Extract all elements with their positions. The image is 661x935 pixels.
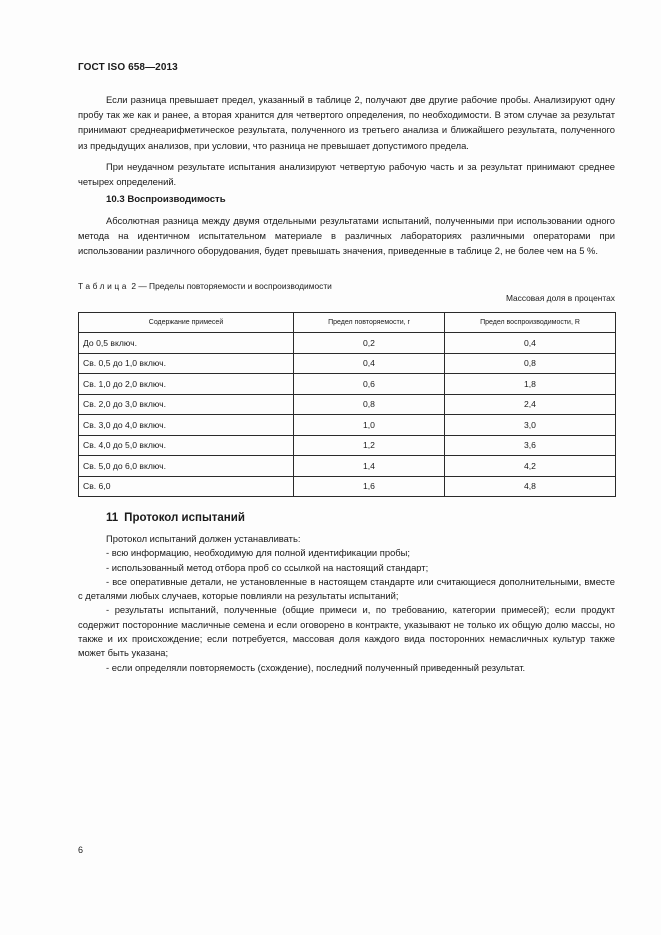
table-row <box>79 435 616 456</box>
cell-repeatability: 1,2 <box>294 435 445 456</box>
cell-reproducibility: 3,0 <box>445 415 616 436</box>
cell-impurity-range: Св. 4,0 до 5,0 включ. <box>79 435 294 456</box>
cell-reproducibility: 3,6 <box>445 435 616 456</box>
paragraph-text: Абсолютная разница между двумя отдельными результатами испытаний, полученными при использовании одного метода на идентичном испытательном материале в различных лабораториях различными операторами при использовании различного оборудования, будет превышать значения, приведенные в таблице 2, не более чем на 5 %. <box>78 215 615 257</box>
cell-repeatability: 1,6 <box>294 476 445 497</box>
document-header: ГОСТ ISO 658—2013 <box>78 62 178 73</box>
table-row <box>79 476 616 497</box>
cell-impurity-range: Св. 6,0 <box>79 476 294 497</box>
table-row <box>79 394 616 415</box>
table-caption-label: Таблица <box>78 281 130 291</box>
section-title-test-report <box>106 512 245 524</box>
page-number: 6 <box>78 845 84 855</box>
cell-repeatability: 0,8 <box>294 394 445 415</box>
column-header-reproducibility: Предел воспроизводимости, R <box>445 313 616 333</box>
cell-reproducibility: 4,2 <box>445 456 616 477</box>
cell-reproducibility: 1,8 <box>445 374 616 395</box>
cell-reproducibility: 0,4 <box>445 333 616 354</box>
cell-reproducibility: 4,8 <box>445 476 616 497</box>
list-item: - всю информацию, необходимую для полной идентификации пробы; <box>106 547 410 559</box>
table-row <box>79 353 616 374</box>
cell-repeatability: 0,6 <box>294 374 445 395</box>
cell-impurity-range: Св. 2,0 до 3,0 включ. <box>79 394 294 415</box>
cell-impurity-range: Св. 5,0 до 6,0 включ. <box>79 456 294 477</box>
cell-repeatability: 0,4 <box>294 353 445 374</box>
limits-table <box>78 312 616 497</box>
list-item: - если определяли повторяемость (схождение), последний полученный приведенный результат. <box>106 661 526 673</box>
list-item: - результаты испытаний, полученные (общие примеси и, по требованию, категории примесей); если продукт содержит посторонние масличные семена и если оговорено в контракте, указывают не только их общую долю массы, но также и их происхождение; если потребуется, массовая доля каждого вида посторонних немасличных культур также может быть указана; <box>78 604 615 659</box>
table-row <box>79 415 616 436</box>
table-caption-text: 2 — Пределы повторяемости и воспроизводимости <box>129 281 332 291</box>
paragraph-text: При неудачном результате испытания анализируют четвертую рабочую часть и за результат принимают среднее четырех определений. <box>78 161 615 188</box>
list-item: - все оперативные детали, не установленные в настоящем стандарте или считающиеся дополнительными, вместе с деталями любых случаев, которые повлияли на результаты испытаний; <box>78 575 615 602</box>
table-units: Массовая доля в процентах <box>505 293 615 303</box>
cell-impurity-range: Св. 1,0 до 2,0 включ. <box>79 374 294 395</box>
section-title-reproducibility: 10.3 Воспроизводимость <box>106 194 226 205</box>
table-row <box>79 333 616 354</box>
cell-impurity-range: До 0,5 включ. <box>79 333 294 354</box>
table-header-row <box>79 313 616 333</box>
cell-repeatability: 1,0 <box>294 415 445 436</box>
column-header-impurity: Содержание примесей <box>79 313 294 333</box>
section-title-text: Протокол испытаний <box>124 512 245 524</box>
table-row <box>79 456 616 477</box>
paragraph-limit-exceeded <box>78 92 615 153</box>
paragraph-reproducibility <box>78 213 615 259</box>
section-number: 11 <box>106 512 119 524</box>
paragraph-text: Если разница превышает предел, указанный в таблице 2, получают две другие рабочие пробы. Анализируют одну пробу так же как и ранее, а вторая хранится для четвертого определения, по необходимости. В этом случае за результат принимают среднеарифметическое результата, полученного из третьего анализа и ближайшего результата, полученного из предыдущих анализов, при условии, что разница не превышает допустимого предела. <box>78 94 615 151</box>
cell-reproducibility: 0,8 <box>445 353 616 374</box>
list-item: - использованный метод отбора проб со ссылкой на настоящий стандарт; <box>106 561 429 573</box>
column-header-repeatability: Предел повторяемости, r <box>294 313 445 333</box>
cell-impurity-range: Св. 3,0 до 4,0 включ. <box>79 415 294 436</box>
cell-repeatability: 1,4 <box>294 456 445 477</box>
cell-repeatability: 0,2 <box>294 333 445 354</box>
list-intro: Протокол испытаний должен устанавливать: <box>106 533 301 544</box>
paragraph-unsuccessful-result <box>78 159 615 189</box>
table-caption <box>78 281 332 291</box>
test-report-content <box>78 532 615 675</box>
table-row <box>79 374 616 395</box>
cell-reproducibility: 2,4 <box>445 394 616 415</box>
cell-impurity-range: Св. 0,5 до 1,0 включ. <box>79 353 294 374</box>
